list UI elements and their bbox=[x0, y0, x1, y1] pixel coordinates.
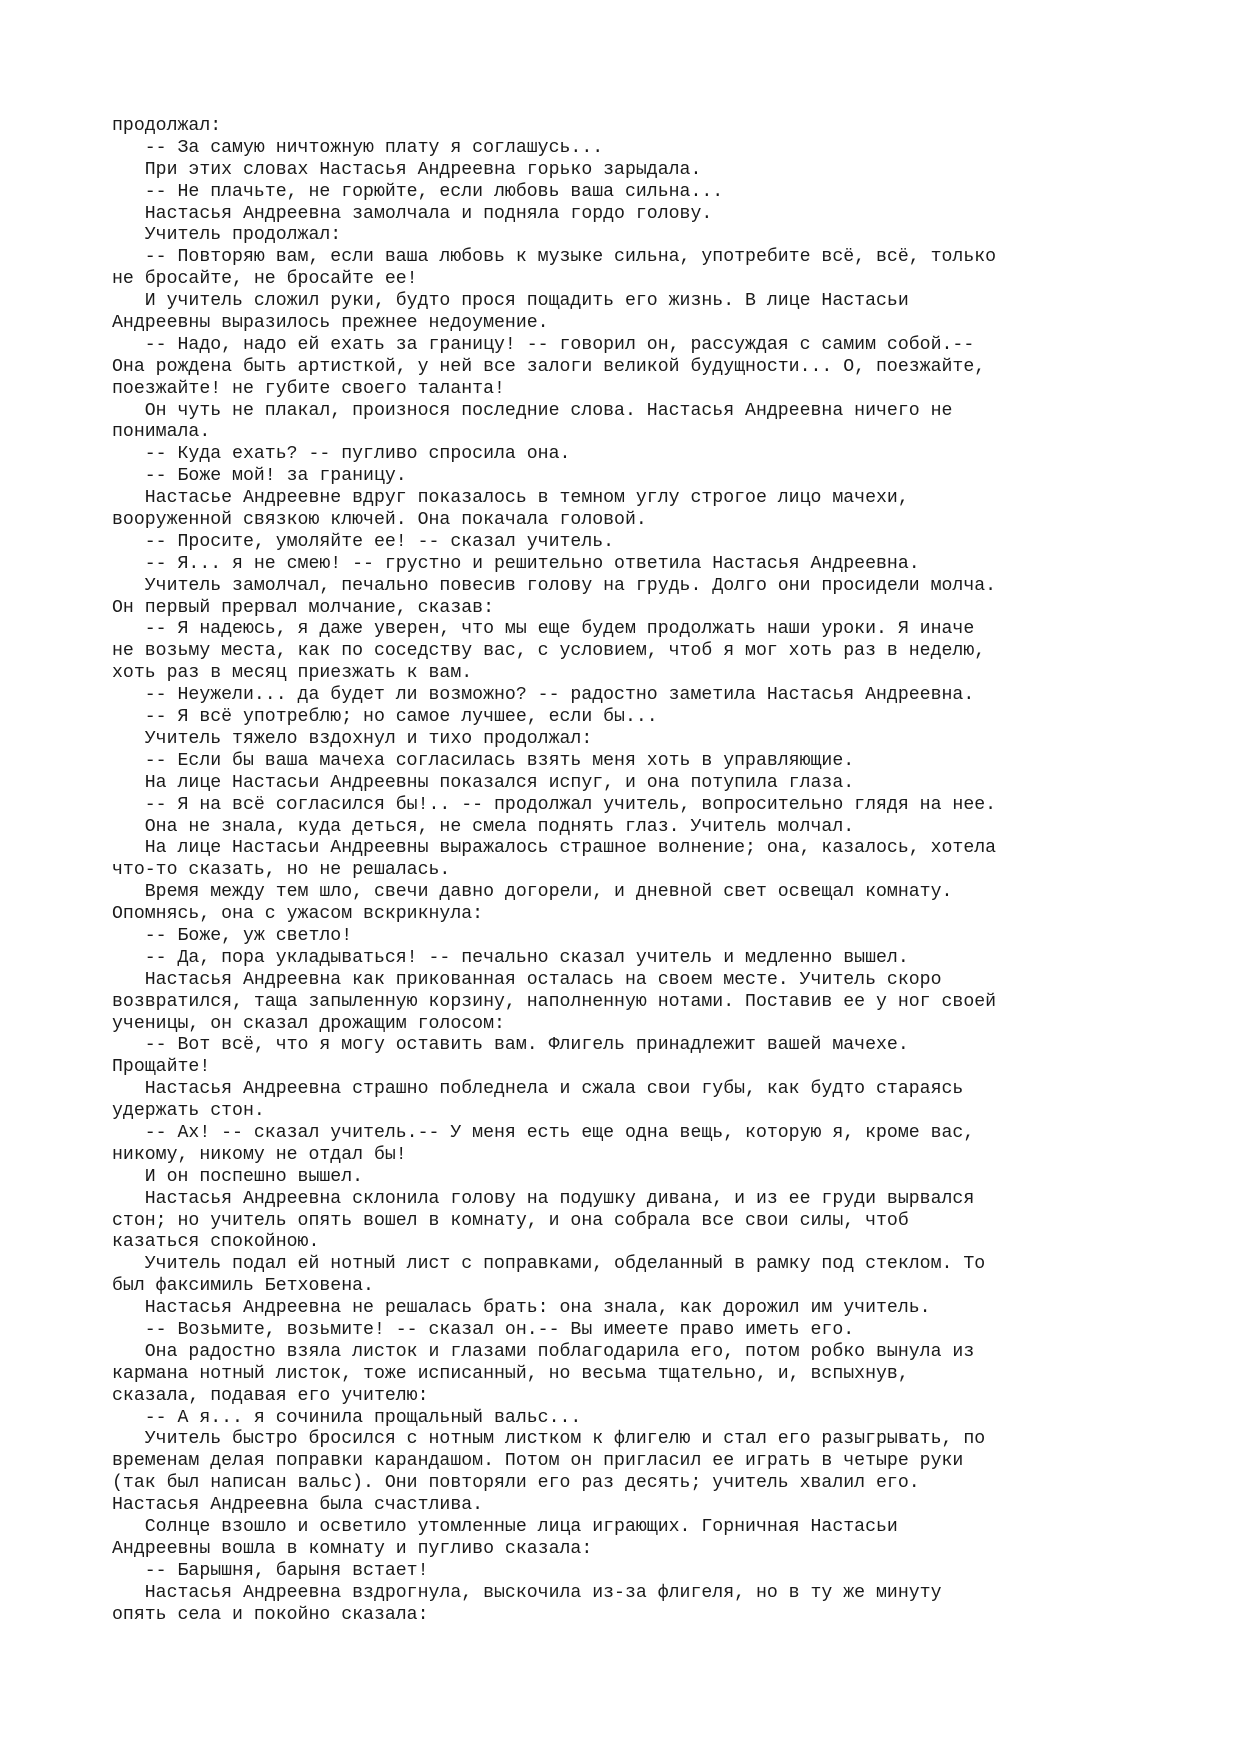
text-line: Учитель быстро бросился с нотным листком к флигелю и стал его разыгрывать, по bbox=[112, 1429, 986, 1450]
text-line: Настасья Андреевна замолчала и подняла гордо голову. bbox=[112, 203, 713, 224]
text-line: что-то сказать, но не решалась. bbox=[112, 860, 451, 881]
text-line: -- Не плачьте, не горюйте, если любовь ваша сильна... bbox=[112, 181, 724, 202]
text-line: Настасья Андреевна склонила голову на подушку дивана, и из ее груди вырвался bbox=[112, 1188, 975, 1209]
document-text bbox=[112, 116, 1132, 1626]
text-line: Она радостно взяла листок и глазами поблагодарила его, потом робко вынула из bbox=[112, 1341, 975, 1362]
text-line: -- Да, пора укладываться! -- печально сказал учитель и медленно вышел. bbox=[112, 947, 909, 968]
text-line: И он поспешно вышел. bbox=[112, 1166, 364, 1187]
text-line: поезжайте! не губите своего таланта! bbox=[112, 378, 505, 399]
text-line: Настасья Андреевна страшно побледнела и сжала свои губы, как будто стараясь bbox=[112, 1079, 964, 1100]
text-line: Настасья Андреевна была счастлива. bbox=[112, 1495, 484, 1516]
text-line: был факсимиль Бетховена. bbox=[112, 1276, 374, 1297]
text-line: -- Неужели... да будет ли возможно? -- радостно заметила Настасья Андреевна. bbox=[112, 685, 975, 706]
text-line: продолжал: bbox=[112, 116, 222, 136]
text-line: Андреевны вошла в комнату и пугливо сказала: bbox=[112, 1538, 593, 1559]
text-line: -- Повторяю вам, если ваша любовь к музыке сильна, употребите всё, всё, только bbox=[112, 247, 997, 268]
text-line: Прощайте! bbox=[112, 1057, 211, 1078]
text-line: -- Я надеюсь, я даже уверен, что мы еще будем продолжать наши уроки. Я иначе bbox=[112, 619, 975, 640]
text-line: -- Ах! -- сказал учитель.-- У меня есть еще одна вещь, которую я, кроме вас, bbox=[112, 1122, 975, 1143]
text-line: хоть раз в месяц приезжать к вам. bbox=[112, 663, 473, 684]
text-line: -- Боже мой! за границу. bbox=[112, 466, 407, 487]
text-line: Учитель замолчал, печально повесив голову на грудь. Долго они просидели молча. bbox=[112, 575, 997, 596]
text-line: Настасья Андреевна вздрогнула, выскочила из-за флигеля, но в ту же минуту bbox=[112, 1582, 942, 1603]
text-line: -- Надо, надо ей ехать за границу! -- говорил он, рассуждая с самим собой.-- bbox=[112, 334, 975, 355]
text-line: Солнце взошло и осветило утомленные лица играющих. Горничная Настасьи bbox=[112, 1517, 898, 1537]
text-line: Настасья Андреевна как прикованная осталась на своем месте. Учитель скоро bbox=[112, 969, 942, 990]
text-line: На лице Настасьи Андреевны показался испуг, и она потупила глаза. bbox=[112, 772, 855, 793]
text-line: -- Я всё употреблю; но самое лучшее, если бы... bbox=[112, 707, 658, 728]
text-line: -- Барышня, барыня встает! bbox=[112, 1560, 429, 1581]
text-line: -- А я... я сочинила прощальный вальс... bbox=[112, 1407, 582, 1428]
text-line: Он чуть не плакал, произнося последние слова. Настасья Андреевна ничего не bbox=[112, 400, 953, 421]
text-line: -- Вот всё, что я могу оставить вам. Флигель принадлежит вашей мачехе. bbox=[112, 1035, 909, 1056]
text-line: (так был написан вальс). Они повторяли его раз десять; учитель хвалил его. bbox=[112, 1473, 920, 1494]
text-line: понимала. bbox=[112, 422, 211, 443]
text-line: Время между тем шло, свечи давно догорели, и дневной свет освещал комнату. bbox=[112, 882, 953, 903]
text-line: вооруженной связкою ключей. Она покачала головой. bbox=[112, 510, 647, 531]
text-line: казаться спокойною. bbox=[112, 1232, 320, 1253]
text-line: опять села и покойно сказала: bbox=[112, 1604, 429, 1625]
text-line: На лице Настасьи Андреевны выражалось страшное волнение; она, казалось, хотела bbox=[112, 838, 997, 859]
text-line: возвратился, таща запыленную корзину, наполненную нотами. Поставив ее у ног своей bbox=[112, 991, 997, 1012]
text-line: никому, никому не отдал бы! bbox=[112, 1144, 407, 1165]
text-line: Учитель тяжело вздохнул и тихо продолжал: bbox=[112, 728, 593, 749]
text-line: Настасья Андреевна не решалась брать: она знала, как дорожил им учитель. bbox=[112, 1298, 931, 1319]
text-line: -- Я... я не смею! -- грустно и решительно ответила Настасья Андреевна. bbox=[112, 553, 920, 574]
text-line: -- Боже, уж светло! bbox=[112, 925, 353, 946]
text-line: Она рождена быть артисткой, у ней все залоги великой будущности... О, поезжайте, bbox=[112, 356, 986, 377]
text-line: Настасье Андреевне вдруг показалось в темном углу строгое лицо мачехи, bbox=[112, 488, 909, 509]
text-line: -- Просите, умоляйте ее! -- сказал учитель. bbox=[112, 531, 615, 552]
text-line: -- Я на всё согласился бы!.. -- продолжал учитель, вопросительно глядя на нее. bbox=[112, 794, 997, 815]
text-line: -- Если бы ваша мачеха согласилась взять меня хоть в управляющие. bbox=[112, 750, 855, 771]
text-line: Он первый прервал молчание, сказав: bbox=[112, 597, 494, 618]
text-line: -- За самую ничтожную плату я соглашусь... bbox=[112, 137, 604, 158]
text-line: не возьму места, как по соседству вас, с условием, чтоб я мог хоть раз в неделю, bbox=[112, 641, 986, 662]
text-line: кармана нотный листок, тоже исписанный, но весьма тщательно, и, вспыхнув, bbox=[112, 1363, 909, 1384]
text-line: временам делая поправки карандашом. Потом он пригласил ее играть в четыре руки bbox=[112, 1451, 964, 1472]
text-line: Андреевны выразилось прежнее недоумение. bbox=[112, 313, 549, 334]
text-line: Учитель продолжал: bbox=[112, 225, 342, 246]
text-line: -- Возьмите, возьмите! -- сказал он.-- Вы имеете право иметь его. bbox=[112, 1319, 855, 1340]
text-line: При этих словах Настасья Андреевна горько зарыдала. bbox=[112, 159, 702, 180]
text-line: -- Куда ехать? -- пугливо спросила она. bbox=[112, 444, 571, 465]
text-line: Опомнясь, она с ужасом вскрикнула: bbox=[112, 904, 484, 925]
text-line: стон; но учитель опять вошел в комнату, и она собрала все свои силы, чтоб bbox=[112, 1210, 909, 1231]
text-line: сказала, подавая его учителю: bbox=[112, 1385, 429, 1406]
text-line: не бросайте, не бросайте ее! bbox=[112, 269, 418, 290]
text-line: ученицы, он сказал дрожащим голосом: bbox=[112, 1013, 505, 1034]
text-line: Учитель подал ей нотный лист с поправками, обделанный в рамку под стеклом. То bbox=[112, 1254, 986, 1275]
text-line: И учитель сложил руки, будто прося пощадить его жизнь. В лице Настасьи bbox=[112, 291, 909, 312]
text-line: Она не знала, куда деться, не смела поднять глаз. Учитель молчал. bbox=[112, 816, 855, 837]
text-line: удержать стон. bbox=[112, 1101, 265, 1122]
